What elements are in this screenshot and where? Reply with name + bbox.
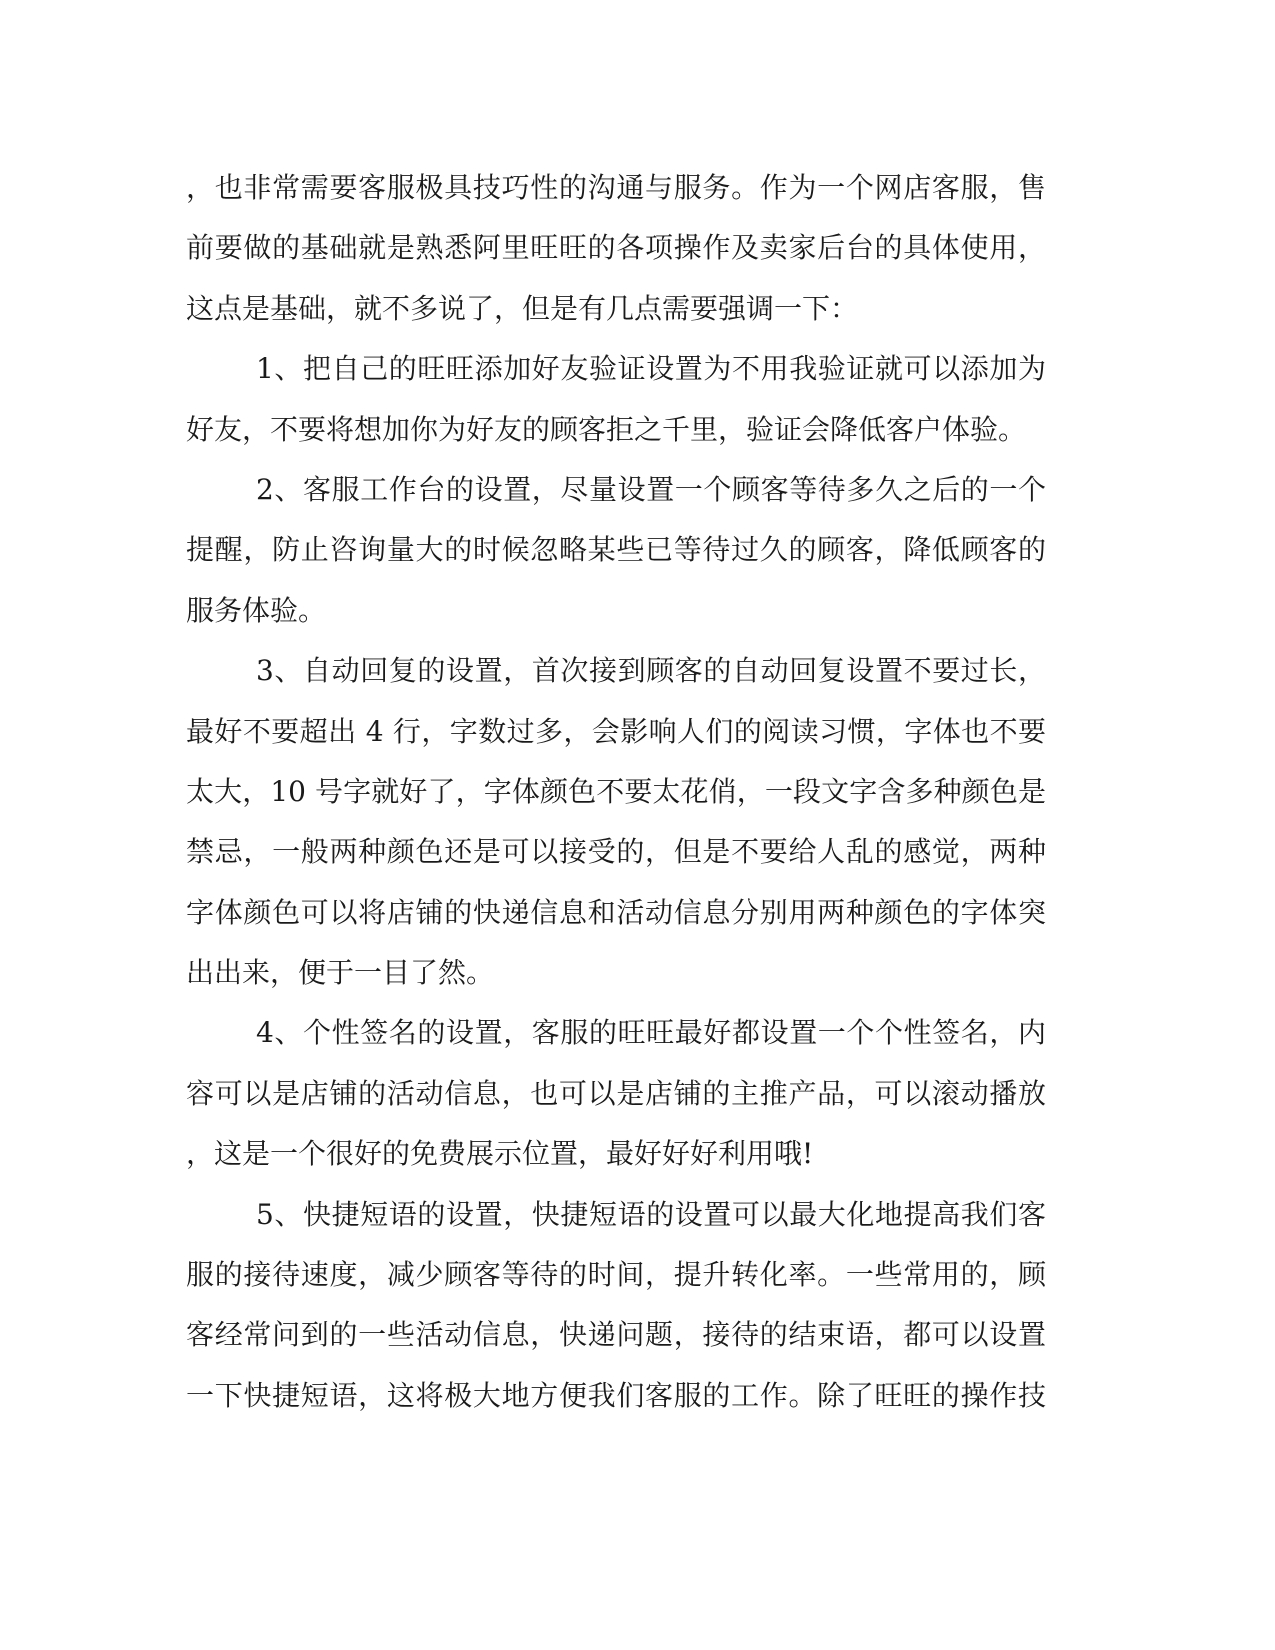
- text-line: 1、把自己的旺旺添加好友验证设置为不用我验证就可以添加为: [256, 352, 1046, 386]
- text-line: 提醒，防止咨询量大的时候忽略某些已等待过久的顾客，降低顾客的: [186, 533, 1046, 567]
- text-line: 最好不要超出 4 行，字数过多，会影响人们的阅读习惯，字体也不要: [186, 714, 1046, 748]
- text-line: ，这是一个很好的免费展示位置，最好好好利用哦!: [186, 1137, 814, 1171]
- text-line: 5、快捷短语的设置，快捷短语的设置可以最大化地提高我们客: [256, 1197, 1046, 1231]
- text-line: 太大，10 号字就好了，字体颜色不要太花俏，一段文字含多种颜色是: [186, 774, 1046, 808]
- text-line: 客经常问到的一些活动信息，快递问题，接待的结束语，都可以设置: [186, 1318, 1046, 1352]
- text-line: 好友，不要将想加你为好友的顾客拒之千里，验证会降低客户体验。: [186, 412, 1027, 446]
- text-line: 服的接待速度，减少顾客等待的时间，提升转化率。一些常用的，顾: [186, 1258, 1046, 1292]
- text-line: 这点是基础，就不多说了，但是有几点需要强调一下：: [186, 291, 859, 325]
- text-line: 前要做的基础就是熟悉阿里旺旺的各项操作及卖家后台的具体使用，: [186, 231, 1046, 265]
- text-line: 4、个性签名的设置，客服的旺旺最好都设置一个个性签名，内: [256, 1016, 1046, 1050]
- text-line: ，也非常需要客服极具技巧性的沟通与服务。作为一个网店客服，售: [186, 171, 1046, 204]
- text-line: 3、自动回复的设置，首次接到顾客的自动回复设置不要过长，: [256, 654, 1046, 688]
- text-line: 服务体验。: [186, 593, 327, 627]
- text-line: 字体颜色可以将店铺的快递信息和活动信息分别用两种颜色的字体突: [186, 895, 1046, 929]
- text-line: 容可以是店铺的活动信息，也可以是店铺的主推产品，可以滚动播放: [186, 1076, 1046, 1110]
- text-line: 一下快捷短语，这将极大地方便我们客服的工作。除了旺旺的操作技: [186, 1378, 1046, 1412]
- text-line: 出出来，便于一目了然。: [186, 956, 495, 990]
- text-line: 2、客服工作台的设置，尽量设置一个顾客等待多久之后的一个: [256, 472, 1046, 506]
- text-line: 禁忌，一般两种颜色还是可以接受的，但是不要给人乱的感觉，两种: [186, 835, 1046, 869]
- body-text: [186, 158, 1046, 1426]
